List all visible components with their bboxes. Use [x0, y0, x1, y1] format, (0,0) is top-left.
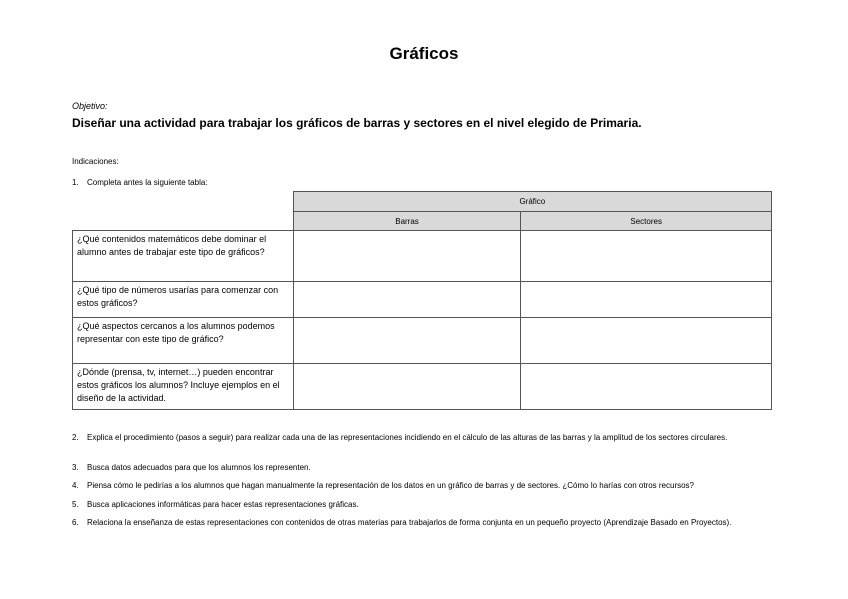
table-row [73, 364, 772, 410]
table-row [73, 282, 772, 318]
step-6 [72, 517, 780, 528]
table-row [73, 231, 772, 282]
answer-cell-sectores[interactable] [521, 231, 772, 282]
step-text: Busca datos adecuados para que los alumnos los representen. [87, 463, 311, 472]
table-group-header-row [73, 192, 772, 212]
planning-table [72, 191, 772, 410]
column-group-header: Gráfico [293, 192, 771, 212]
row-question: ¿Dónde (prensa, tv, internet…) pueden encontrar estos gráficos los alumnos? Incluye ejemplos en el diseño de la actividad. [73, 364, 294, 410]
step-text: Piensa cómo le pedirías a los alumnos que hagan manualmente la representación de los datos en un gráfico de barras y de sectores. ¿Cómo lo harías con otros recursos? [87, 481, 695, 490]
row-question: ¿Qué contenidos matemáticos debe dominar el alumno antes de trabajar este tipo de gráficos? [73, 231, 294, 282]
answer-cell-sectores[interactable] [521, 282, 772, 318]
table-header-row [73, 212, 772, 231]
step-number: 3. [72, 463, 79, 472]
step-text: Busca aplicaciones informáticas para hacer estas representaciones gráficas. [87, 500, 359, 509]
table-row [73, 318, 772, 364]
page-title: Gráficos [389, 44, 459, 63]
answer-cell-barras[interactable] [293, 282, 521, 318]
step-2 [72, 432, 780, 443]
objective-text: Diseñar una actividad para trabajar los gráficos de barras y sectores en el nivel elegido de Primaria. [72, 116, 642, 130]
step-number: 4. [72, 481, 79, 490]
answer-cell-barras[interactable] [293, 364, 521, 410]
step-text: Completa antes la siguiente tabla: [87, 178, 208, 187]
step-5 [72, 499, 780, 510]
step-number: 1. [72, 178, 79, 187]
objective-label: Objetivo: [72, 101, 108, 111]
table-corner-cell [73, 212, 294, 231]
answer-cell-barras[interactable] [293, 231, 521, 282]
answer-cell-sectores[interactable] [521, 318, 772, 364]
answer-cell-sectores[interactable] [521, 364, 772, 410]
step-text: Relaciona la enseñanza de estas representaciones con contenidos de otras materias para trabajarlos de forma conjunta en un pequeño proyecto (Aprendizaje Basado en Proyectos). [87, 518, 732, 527]
instructions-label: Indicaciones: [72, 157, 119, 166]
step-3 [72, 462, 780, 473]
column-header-sectores: Sectores [521, 212, 772, 231]
step-number: 5. [72, 500, 79, 509]
step-text: Explica el procedimiento (pasos a seguir) para realizar cada una de las representaciones incidiendo en el cálculo de las alturas de las barras y la amplitud de los sectores circulares. [87, 433, 728, 442]
step-number: 6. [72, 518, 79, 527]
row-question: ¿Qué tipo de números usarías para comenzar con estos gráficos? [73, 282, 294, 318]
table-corner-cell [73, 192, 294, 212]
column-header-barras: Barras [293, 212, 521, 231]
step-4 [72, 480, 786, 491]
step-1 [72, 177, 772, 188]
step-number: 2. [72, 433, 79, 442]
row-question: ¿Qué aspectos cercanos a los alumnos podemos representar con este tipo de gráfico? [73, 318, 294, 364]
answer-cell-barras[interactable] [293, 318, 521, 364]
